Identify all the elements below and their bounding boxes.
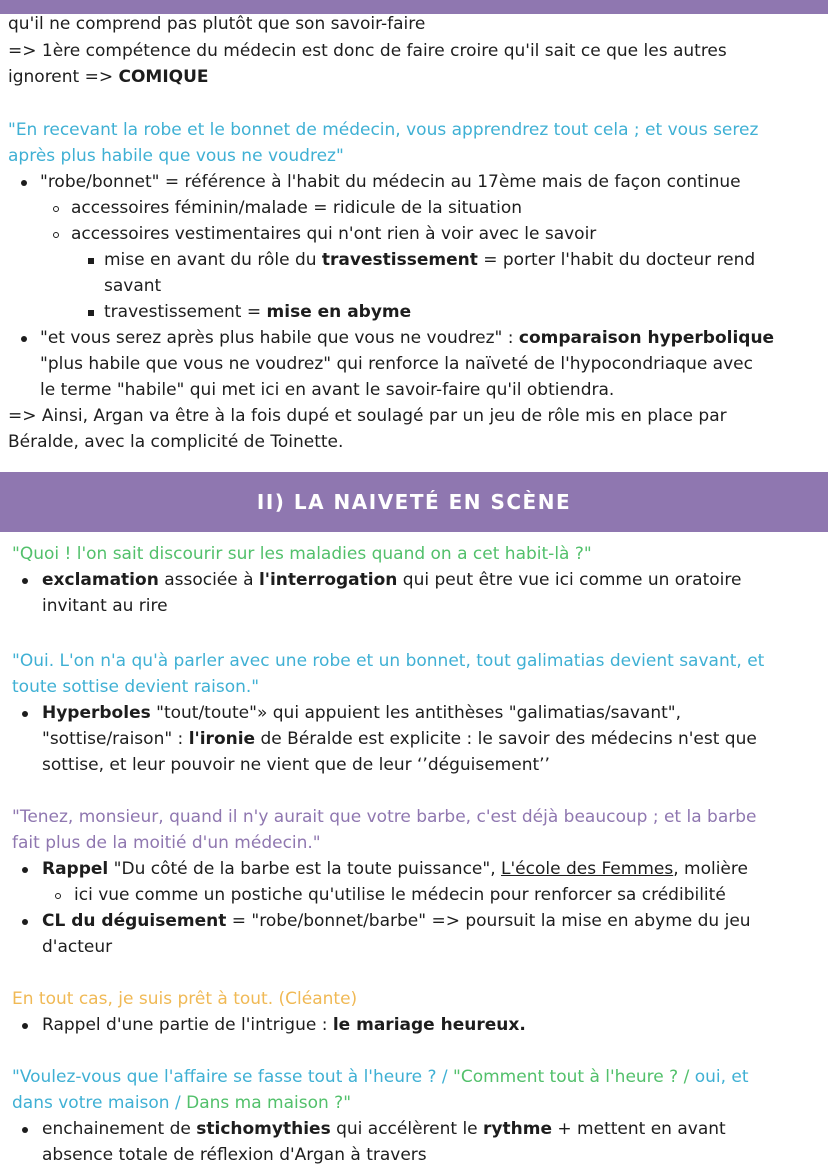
intro-line-1: qu'il ne comprend pas plutôt que son savoir-faire — [8, 14, 426, 34]
bullet-square-icon — [88, 310, 94, 316]
q5-bullet: Rappel d'une partie de l'intrigue : le mariage heureux. — [42, 1015, 526, 1035]
quote-6-line-2: dans votre maison / Dans ma maison ?" — [12, 1093, 352, 1113]
bullet-circle-icon — [55, 893, 61, 899]
section-header — [0, 472, 828, 532]
q3-bullet: Hyperboles "tout/toute"» qui appuient les antithèses "galimatias/savant", — [42, 703, 682, 723]
quote-1-line-2: après plus habile que vous ne voudrez" — [8, 146, 344, 166]
q1-bullet-1b1-cont: savant — [104, 276, 162, 296]
q4-bullet-1a: ici vue comme un postiche qu'utilise le médecin pour renforcer sa crédibilité — [74, 885, 726, 905]
quote-2-line-1: "Quoi ! l'on sait discourir sur les maladies quand on a cet habit-là ?" — [12, 544, 592, 564]
q1-bullet-2: "et vous serez après plus habile que vous ne voudrez" : comparaison hyperbolique — [40, 328, 775, 348]
q1-bullet-1b: accessoires vestimentaires qui n'ont rien à voir avec le savoir — [71, 224, 597, 244]
quote-3-line-1: "Oui. L'on n'a qu'à parler avec une robe et un bonnet, tout galimatias devient savant, et — [12, 651, 765, 671]
quote-1-line-1: "En recevant la robe et le bonnet de médecin, vous apprendrez tout cela ; et vous serez — [8, 120, 759, 140]
q1-bullet-1b1: mise en avant du rôle du travestissement = porter l'habit du docteur rend — [104, 250, 756, 270]
intro-line-3: ignorent => COMIQUE — [8, 67, 209, 87]
bullet-disc-icon — [21, 180, 27, 186]
bullet-square-icon — [88, 258, 94, 264]
q3-bullet-line-3: sottise, et leur pouvoir ne vient que de leur ‘’déguisement’’ — [42, 755, 550, 775]
q4-bullet-1: Rappel "Du côté de la barbe est la toute puissance", L'école des Femmes, molière — [42, 859, 748, 879]
section-title: II) LA NAIVETÉ EN SCÈNE — [256, 490, 572, 514]
q6-bullet-line-2: absence totale de réflexion d'Argan à travers — [42, 1145, 427, 1165]
bullet-disc-icon — [22, 578, 28, 584]
bullet-disc-icon — [22, 711, 28, 717]
bullet-circle-icon — [53, 206, 59, 212]
q1-bullet-2-line-3: le terme "habile" qui met ici en avant le savoir-faire qu'il obtiendra. — [40, 380, 615, 400]
bullet-disc-icon — [22, 1127, 28, 1133]
conclusion-line-1: => Ainsi, Argan va être à la fois dupé et soulagé par un jeu de rôle mis en place par — [8, 406, 727, 426]
quote-4-line-2: fait plus de la moitié d'un médecin." — [12, 833, 321, 853]
q2-bullet-line-2: invitant au rire — [42, 596, 168, 616]
quote-5-line-1: En tout cas, je suis prêt à tout. (Cléante) — [12, 989, 358, 1009]
bullet-disc-icon — [22, 919, 28, 925]
bullet-disc-icon — [21, 336, 27, 342]
q1-bullet-1b2: travestissement = mise en abyme — [104, 302, 412, 322]
quote-6-line-1: "Voulez-vous que l'affaire se fasse tout à l'heure ? / "Comment tout à l'heure ? / oui, et — [12, 1067, 749, 1087]
quote-4-line-1: "Tenez, monsieur, quand il n'y aurait que votre barbe, c'est déjà beaucoup ; et la barbe — [12, 807, 757, 827]
q1-bullet-1: "robe/bonnet" = référence à l'habit du médecin au 17ème mais de façon continue — [40, 172, 741, 192]
bullet-circle-icon — [53, 232, 59, 238]
q3-bullet-line-2: "sottise/raison" : l'ironie de Béralde est explicite : le savoir des médecins n'est que — [42, 729, 757, 749]
q4-bullet-2: CL du déguisement = "robe/bonnet/barbe" => poursuit la mise en abyme du jeu — [42, 911, 751, 931]
bullet-disc-icon — [22, 867, 28, 873]
conclusion-line-2: Béralde, avec la complicité de Toinette. — [8, 432, 344, 452]
q4-bullet-2-line-2: d'acteur — [42, 937, 113, 957]
q6-bullet: enchainement de stichomythies qui accélèrent le rythme + mettent en avant — [42, 1119, 726, 1139]
q1-bullet-1a: accessoires féminin/malade = ridicule de la situation — [71, 198, 523, 218]
quote-3-line-2: toute sottise devient raison." — [12, 677, 260, 697]
q1-bullet-2-line-2: "plus habile que vous ne voudrez" qui renforce la naïveté de l'hypocondriaque avec — [40, 354, 753, 374]
bullet-disc-icon — [22, 1023, 28, 1029]
q2-bullet: exclamation associée à l'interrogation qui peut être vue ici comme un oratoire — [42, 570, 742, 590]
intro-line-2: => 1ère compétence du médecin est donc de faire croire qu'il sait ce que les autres — [8, 41, 727, 61]
